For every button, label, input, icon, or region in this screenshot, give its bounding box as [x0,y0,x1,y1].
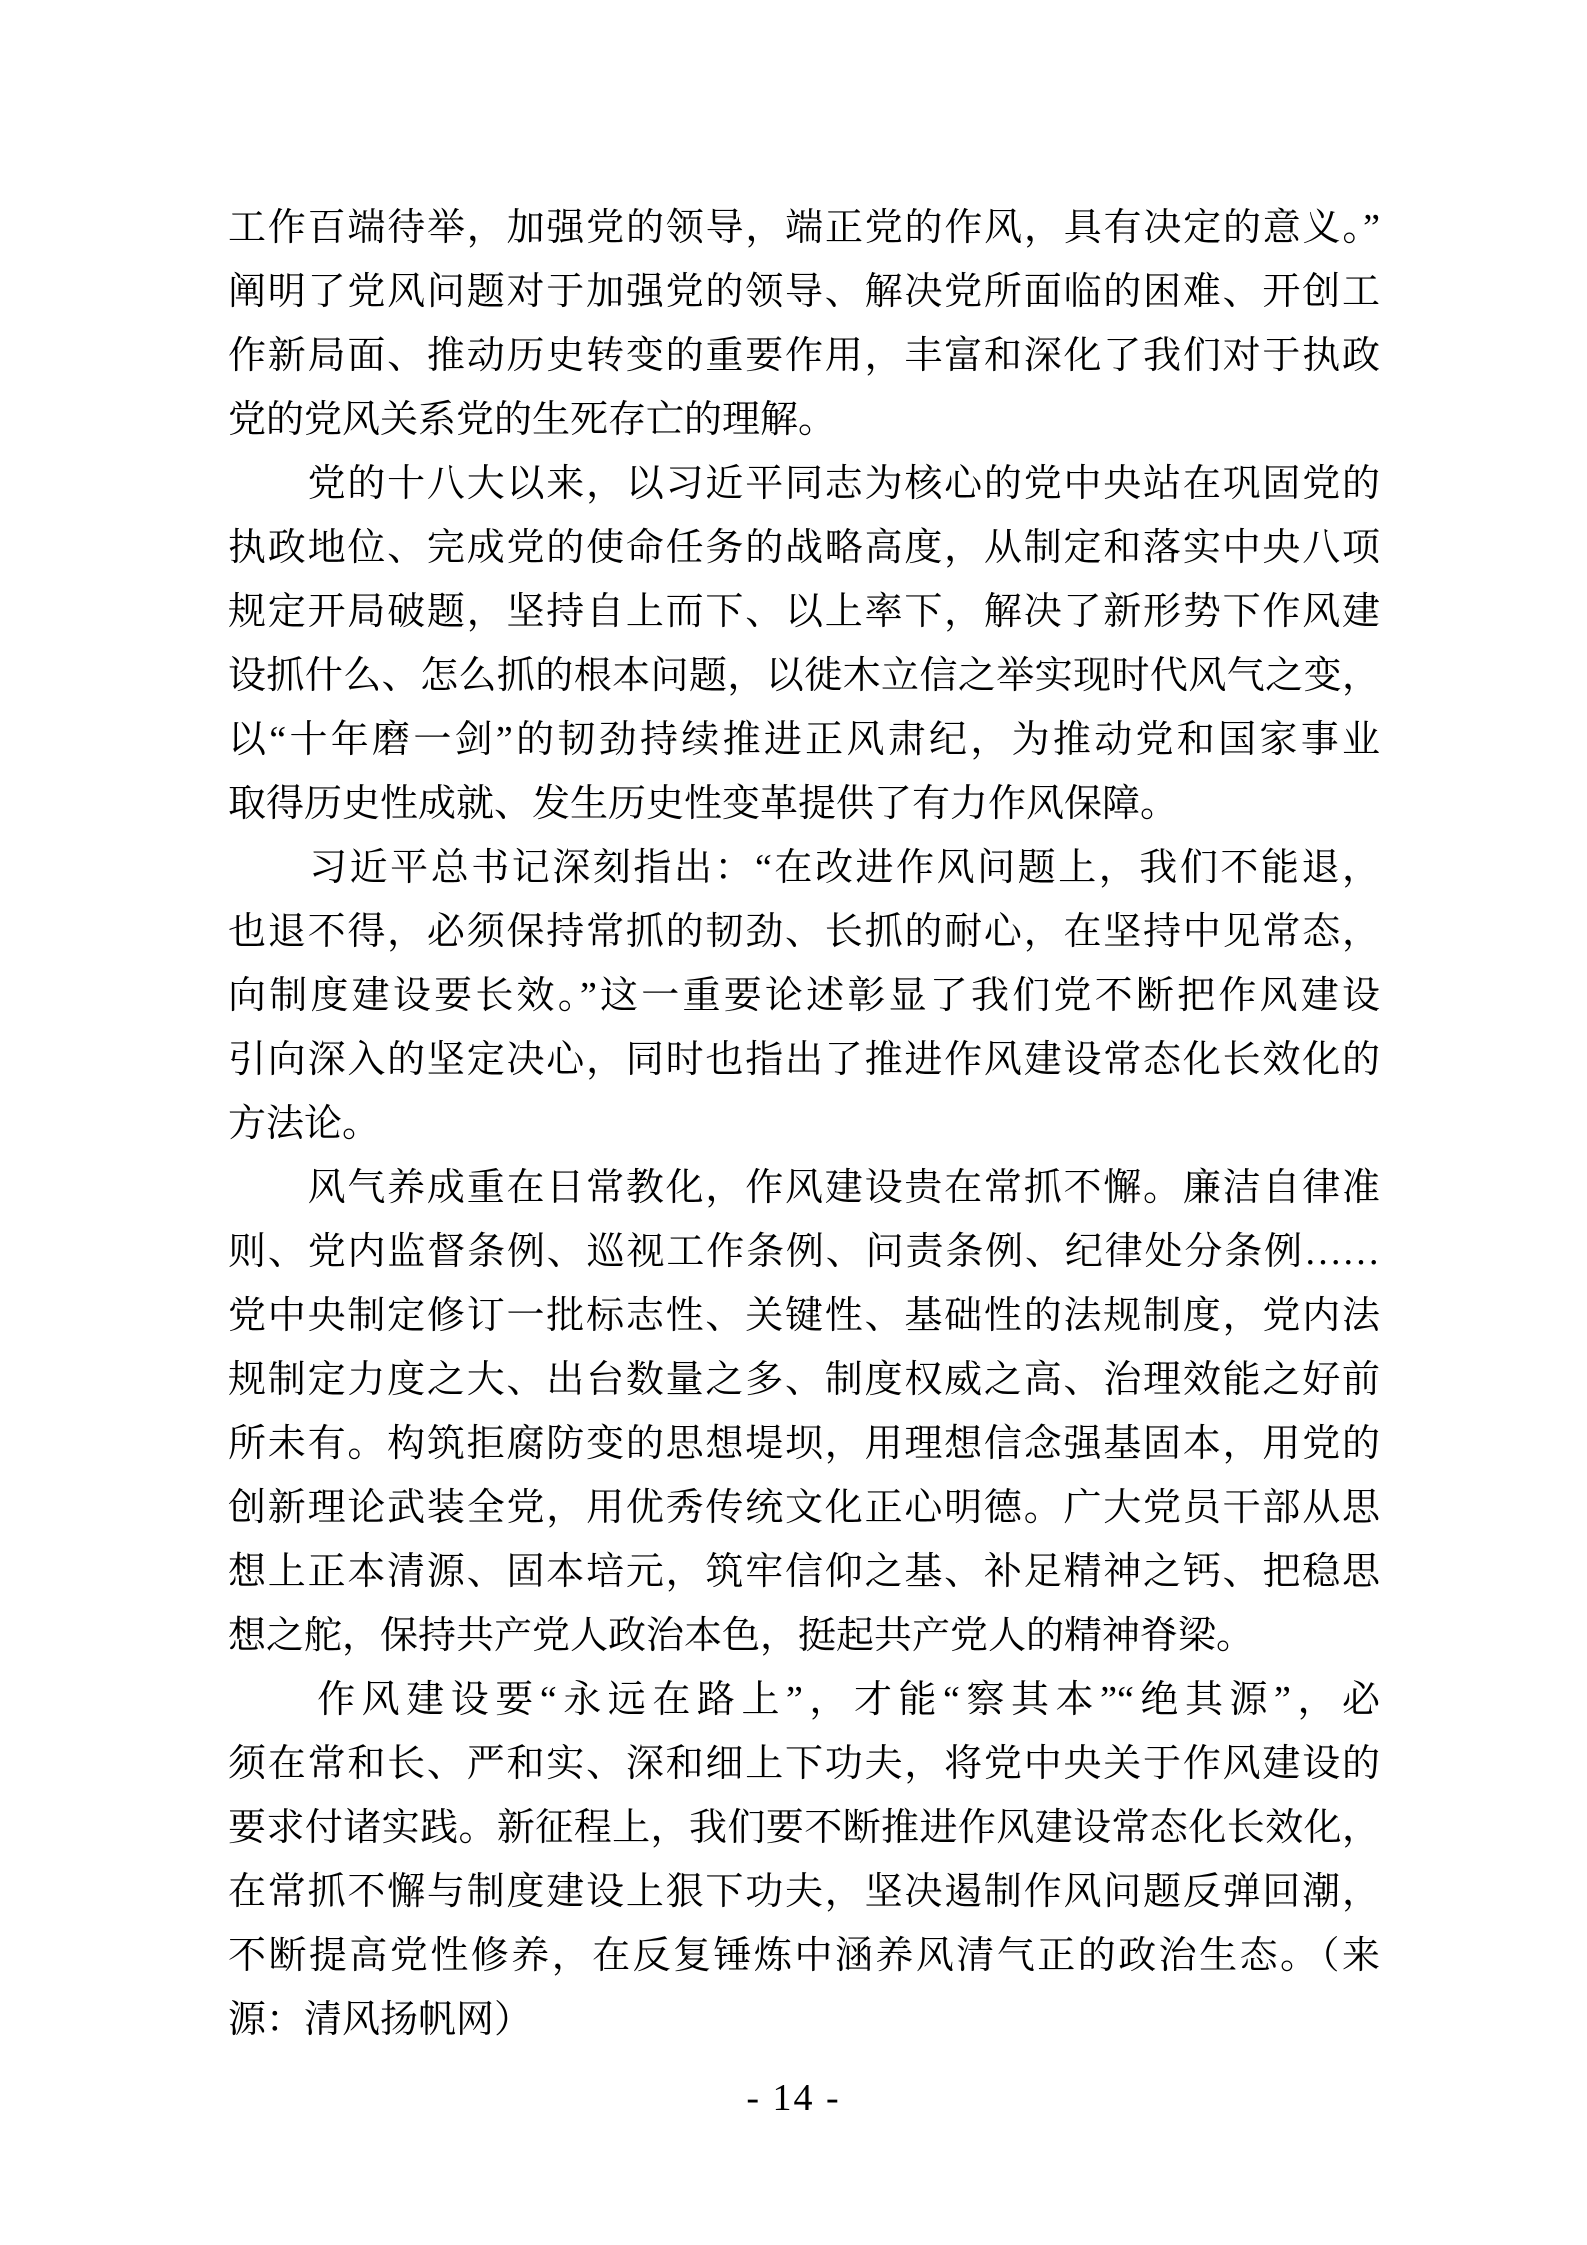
text-line: 须在常和长、严和实、深和细上下功夫，将党中央关于作风建设的 [228,1743,1380,1785]
text-line: 工作百端待举，加强党的领导，端正党的作风，具有决定的意义。” [228,207,1380,249]
text-line: 则、党内监督条例、巡视工作条例、问责条例、纪律处分条例…… [228,1231,1380,1273]
paragraph [228,1668,1380,2052]
text-line: 以“十年磨一剑”的韧劲持续推进正风肃纪，为推动党和国家事业 [228,719,1380,761]
text-line: 方法论。 [228,1103,381,1145]
paragraph [228,452,1380,836]
text-line: 阐明了党风问题对于加强党的领导、解决党所面临的困难、开创工 [228,271,1380,313]
text-line: 取得历史性成就、发生历史性变革提供了有力作风保障。 [228,783,1179,825]
paragraph [228,836,1380,1156]
document-body [228,196,1380,2052]
text-line: 所未有。构筑拒腐防变的思想堤坝，用理想信念强基固本，用党的 [228,1423,1380,1465]
text-line: 也退不得，必须保持常抓的韧劲、长抓的耐心，在坚持中见常态， [228,911,1380,953]
text-line: 党中央制定修订一批标志性、关键性、基础性的法规制度，党内法 [228,1295,1380,1337]
text-line: 作新局面、推动历史转变的重要作用，丰富和深化了我们对于执政 [228,335,1380,377]
text-line: 风气养成重在日常教化，作风建设贵在常抓不懈。廉洁自律准 [228,1167,1380,1209]
paragraph [228,196,1380,452]
text-line: 源：清风扬帆网） [228,1999,533,2041]
text-line: 执政地位、完成党的使命任务的战略高度，从制定和落实中央八项 [228,527,1380,569]
text-line: 规制定力度之大、出台数量之多、制度权威之高、治理效能之好前 [228,1359,1380,1401]
text-line: 在常抓不懈与制度建设上狠下功夫，坚决遏制作风问题反弹回潮， [228,1871,1380,1913]
page-number: - 14 - [746,2077,841,2119]
text-line: 党的党风关系党的生死存亡的理解。 [228,399,837,441]
text-line: 要求付诸实践。新征程上，我们要不断推进作风建设常态化长效化， [228,1807,1380,1849]
text-line: 习近平总书记深刻指出：“在改进作风问题上，我们不能退， [228,847,1380,889]
text-line: 想上正本清源、固本培元，筑牢信仰之基、补足精神之钙、把稳思 [228,1551,1380,1593]
text-line: 不断提高党性修养，在反复锤炼中涵养风清气正的政治生态。（来 [228,1935,1380,1977]
text-line: 作风建设要“永远在路上”，才能“察其本”“绝其源”，必 [228,1679,1380,1721]
text-line: 创新理论武装全党，用优秀传统文化正心明德。广大党员干部从思 [228,1487,1380,1529]
text-line: 引向深入的坚定决心，同时也指出了推进作风建设常态化长效化的 [228,1039,1380,1081]
text-line: 设抓什么、怎么抓的根本问题，以徙木立信之举实现时代风气之变， [228,655,1380,697]
paragraph [228,1156,1380,1668]
text-line: 想之舵，保持共产党人政治本色，挺起共产党人的精神脊梁。 [228,1615,1255,1657]
text-line: 规定开局破题，坚持自上而下、以上率下，解决了新形势下作风建 [228,591,1380,633]
text-line: 党的十八大以来，以习近平同志为核心的党中央站在巩固党的 [228,463,1380,505]
text-line: 向制度建设要长效。”这一重要论述彰显了我们党不断把作风建设 [228,975,1380,1017]
